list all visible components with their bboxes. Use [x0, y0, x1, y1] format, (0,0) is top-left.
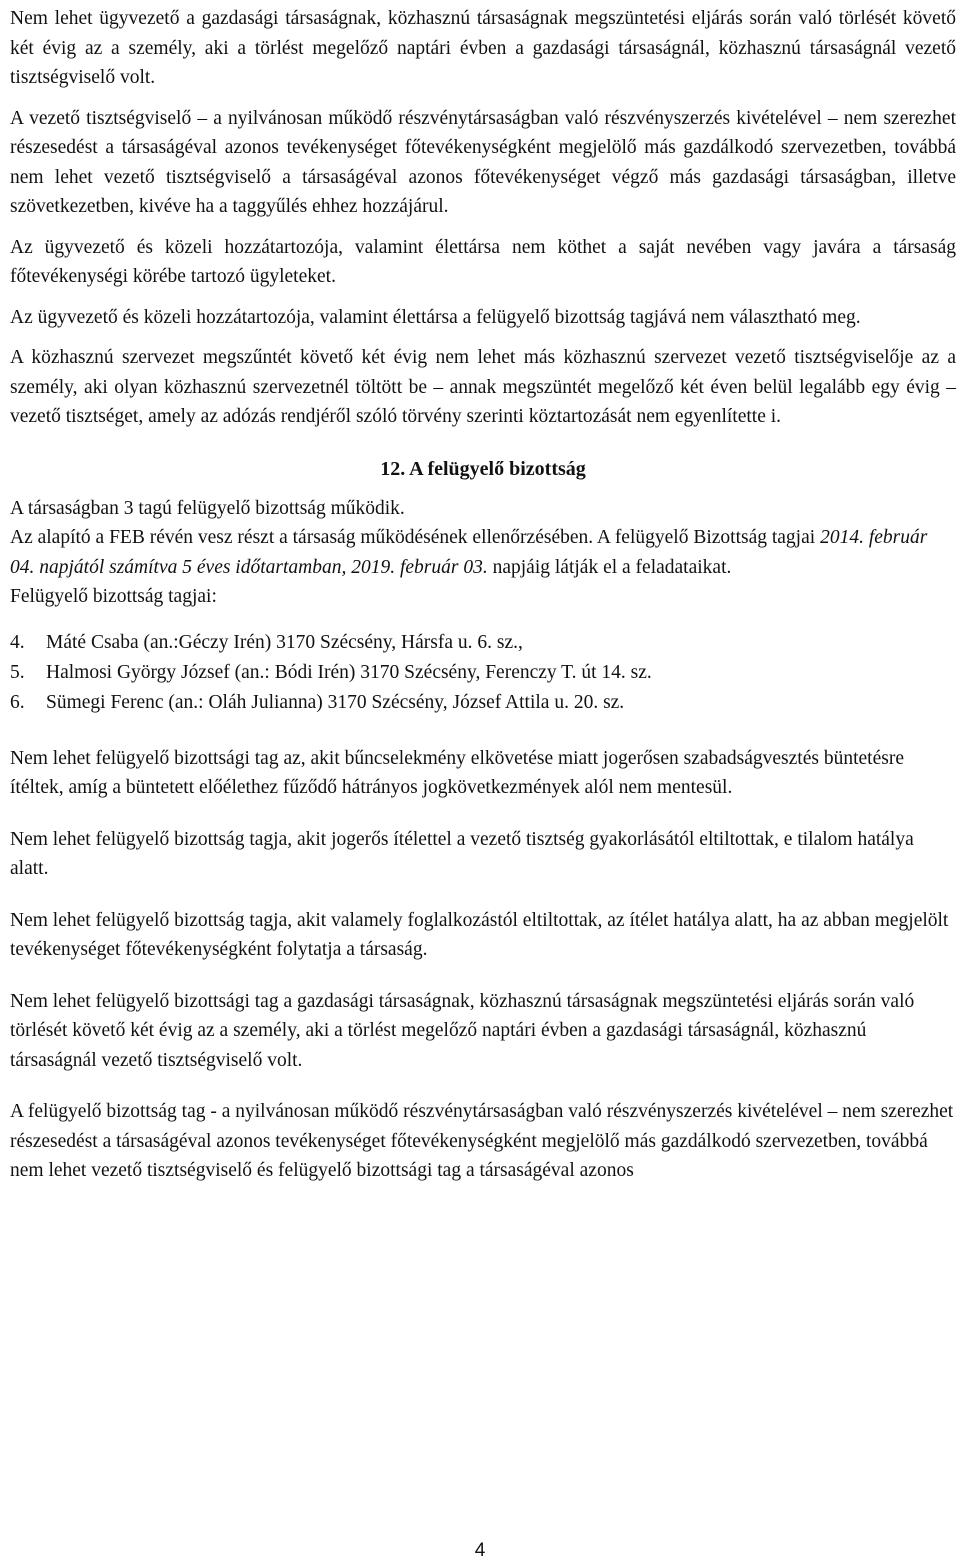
list-item — [10, 688, 956, 718]
paragraph-buntetett: Nem lehet felügyelő bizottsági tag az, akit bűncselekmény elkövetése miatt jogerősen szabadságvesztés büntetésre ítéltek, amíg a büntetett előélethez fűződő hátrányos jogkövetkezmények alól nem mentesül. — [10, 747, 904, 798]
document-page — [10, 4, 956, 1186]
member-list — [10, 628, 956, 718]
fb-intro-line1: A társaságban 3 tagú felügyelő bizottság működik. — [10, 497, 405, 519]
list-item — [10, 628, 956, 658]
list-item-number: 5. — [10, 661, 25, 683]
fb-intro-mandate-period: 2014. február 04. napjától számítva 5 éves időtartamban, 2019. február 03. — [10, 527, 928, 578]
paragraph-ugyvezeto-ugyletek: Az ügyvezető és közeli hozzátartozója, valamint élettársa nem köthet a saját nevében vagy javára a társaság főtevékenységi körébe tartozó ügyleteket. — [10, 236, 956, 287]
fb-intro-text-a: Az alapító a FEB révén vesz részt a társaság működésének ellenőrzésében. A felügyelő Bizottság tagjai — [10, 527, 821, 548]
list-item-text: Halmosi György József (an.: Bódi Irén) 3170 Szécsény, Ferenczy T. út 14. sz. — [46, 661, 652, 683]
list-item-number: 4. — [10, 631, 25, 653]
list-item-text: Máté Csaba (an.:Géczy Irén) 3170 Szécsény, Hársfa u. 6. sz., — [46, 631, 523, 653]
list-item-text: Sümegi Ferenc (an.: Oláh Julianna) 3170 Szécsény, József Attila u. 20. sz. — [46, 691, 625, 713]
fb-members-label: Felügyelő bizottság tagjai: — [10, 586, 217, 607]
paragraph-ugyvezeto-torles: Nem lehet ügyvezető a gazdasági társaságnak, közhasznú társaságnak megszüntetési eljárás során való törlését követő két évig az a személy, aki a törlést megelőző naptári évben a gazdasági társaságnál, közhasznú társaságnál vezető tisztségviselő volt. — [10, 8, 956, 88]
section-title: A felügyelő bizottság — [409, 457, 586, 480]
paragraph-vezeto-reszesedes: A vezető tisztségviselő – a nyilvánosan működő részvénytársaságban való részvényszerzés kivételével – nem szerezhet részesedést a társaságéval azonos tevékenységet főtevékenységként megjelölő más gazdálkodó szervezetben, továbbá nem lehet vezető tisztségviselő a társaságéval azonos főtevékenységet végző más gazdasági társaságban, illetve szövetkezetben, kivéve ha a taggyűlés ehhez hozzájárul. — [10, 107, 956, 217]
list-item — [10, 658, 956, 688]
paragraph-eltiltas-jogeros: Nem lehet felügyelő bizottság tagja, akit jogerős ítélettel a vezető tisztség gyakorlásától eltiltottak, e tilalom hatálya alatt. — [10, 828, 914, 879]
paragraph-kozhasznu-szervezet: A közhasznú szervezet megszűntét követő két évig nem lehet más közhasznú szervezet vezető tisztségviselője az a személy, aki olyan közhasznú szervezetnél töltött be – annak megszüntét megelőző két éven belül legalább egy évig – vezető tisztséget, amely az adózás rendjéről szóló törvény szerinti köztartozását nem egyenlítette i. — [10, 347, 956, 427]
paragraph-fb-reszesedes: A felügyelő bizottság tag - a nyilvánosan működő részvénytársaságban való részvényszerzés kivételével – nem szerezhet részesedést a társaságéval azonos tevékenységet főtevékenységként megjelölő más gazdálkodó szervezetben, továbbá nem lehet vezető tisztségviselő és felügyelő bizottsági tag a társaságéval azonos — [10, 1101, 954, 1181]
section-heading — [10, 454, 956, 484]
list-item-number: 6. — [10, 691, 25, 713]
paragraph-ugyvezeto-fb-tag: Az ügyvezető és közeli hozzátartozója, valamint élettársa a felügyelő bizottság tagjává nem választható meg. — [10, 306, 861, 328]
fb-intro-text-b: napjáig látják el a feladataikat. — [487, 556, 732, 578]
page-number: 4 — [474, 1540, 486, 1561]
fb-intro-line2 — [10, 523, 956, 582]
paragraph-eltiltas-foglalkozas: Nem lehet felügyelő bizottság tagja, akit valamely foglalkozástól eltiltottak, az ítélet hatálya alatt, ha az abban megjelölt tevékenységet főtevékenységként folytatja a társaság. — [10, 909, 949, 960]
paragraph-fb-torles: Nem lehet felügyelő bizottsági tag a gazdasági társaságnak, közhasznú társaságnak megszüntetési eljárás során való törlését követő két évig az a személy, aki a törlést megelőző naptári évben a gazdasági társaságnál, közhasznú társaságnál vezető tisztségviselő volt. — [10, 990, 915, 1071]
section-number: 12. — [380, 457, 406, 480]
